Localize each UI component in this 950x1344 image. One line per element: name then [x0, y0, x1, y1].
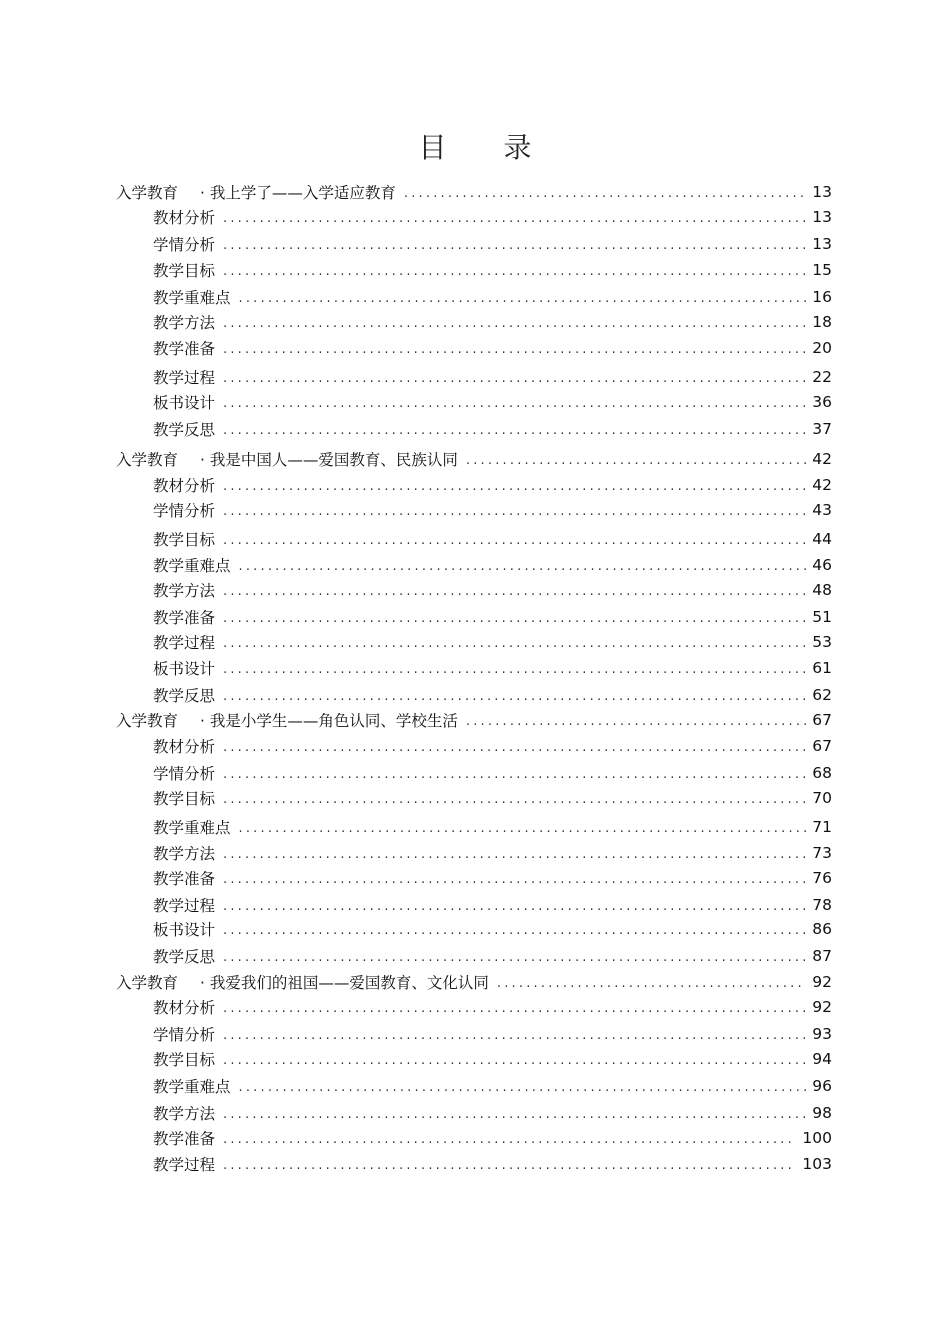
section-label: 板书设计 [153, 394, 216, 412]
section-label: 教学方法 [153, 1105, 216, 1123]
dot-leader [223, 636, 806, 651]
section-label: 教学过程 [153, 1156, 216, 1174]
toc-section-entry[interactable] [153, 1102, 832, 1124]
section-label: 教学重难点 [153, 289, 231, 307]
page-number: 62 [812, 686, 832, 704]
dot-leader [223, 423, 806, 438]
section-label: 教学方法 [153, 582, 216, 600]
chapter-title: · 我上学了——入学适应教育 [200, 184, 396, 202]
dot-leader [223, 533, 806, 548]
chapter-label [116, 971, 489, 993]
page-number: 92 [812, 998, 832, 1016]
page-number: 16 [812, 288, 832, 306]
toc-section-entry[interactable] [153, 762, 832, 784]
page-number: 87 [812, 947, 832, 965]
toc-section-entry[interactable] [153, 579, 832, 601]
section-label: 教材分析 [153, 738, 216, 756]
dot-leader [223, 264, 806, 279]
page-number: 20 [812, 339, 832, 357]
section-label: 教学反思 [153, 948, 216, 966]
toc-section-entry[interactable] [153, 233, 832, 255]
dot-leader [223, 872, 806, 887]
toc-section-entry[interactable] [153, 867, 832, 889]
dot-leader [223, 1107, 806, 1122]
toc-section-entry[interactable] [153, 418, 832, 440]
dot-leader [239, 1080, 807, 1095]
page-number: 96 [812, 1077, 832, 1095]
dot-leader [223, 740, 806, 755]
page-number: 67 [812, 737, 832, 755]
page-number: 37 [812, 420, 832, 438]
chapter-title: · 我是小学生——角色认同、学校生活 [200, 712, 458, 730]
dot-leader [223, 792, 806, 807]
section-label: 教学准备 [153, 1130, 216, 1148]
page-number: 73 [812, 844, 832, 862]
dot-leader [223, 611, 806, 626]
page-number: 46 [812, 556, 832, 574]
page-number: 78 [812, 896, 832, 914]
dot-leader [223, 923, 806, 938]
section-label: 教学反思 [153, 421, 216, 439]
toc-section-entry[interactable] [153, 996, 832, 1018]
page-number: 103 [802, 1155, 832, 1173]
page-title: 目 录 [418, 131, 556, 164]
page-number: 68 [812, 764, 832, 782]
page-number: 70 [812, 789, 832, 807]
section-label: 教材分析 [153, 477, 216, 495]
chapter-label [116, 448, 458, 470]
page-number: 42 [812, 450, 832, 468]
toc-section-entry[interactable] [153, 787, 832, 809]
toc-section-entry[interactable] [153, 894, 832, 916]
dot-leader [223, 899, 806, 914]
dot-leader [223, 1028, 806, 1043]
dot-leader [223, 479, 806, 494]
page-number: 13 [812, 183, 832, 201]
page-number: 93 [812, 1025, 832, 1043]
toc-section-entry[interactable] [153, 528, 832, 550]
dot-leader [239, 559, 807, 574]
toc-section-entry[interactable] [153, 206, 832, 228]
section-label: 学情分析 [153, 765, 216, 783]
chapter-label [116, 709, 458, 731]
toc-section-entry[interactable] [153, 366, 832, 388]
section-label: 教学重难点 [153, 1078, 231, 1096]
page-number: 98 [812, 1104, 832, 1122]
section-label: 教学过程 [153, 897, 216, 915]
dot-leader [223, 211, 806, 226]
dot-leader [497, 976, 806, 991]
toc-section-entry[interactable] [153, 1023, 832, 1045]
section-label: 教学准备 [153, 340, 216, 358]
toc-section-entry[interactable] [153, 735, 832, 757]
toc-chapter-entry[interactable] [116, 709, 832, 731]
toc-section-entry[interactable] [153, 1127, 832, 1149]
section-label: 板书设计 [153, 921, 216, 939]
section-label: 教学过程 [153, 369, 216, 387]
toc-section-entry[interactable] [153, 474, 832, 496]
dot-leader [223, 504, 806, 519]
toc-section-entry[interactable] [153, 842, 832, 864]
toc-section-entry[interactable] [153, 631, 832, 653]
page-number: 18 [812, 313, 832, 331]
chapter-prefix: 入学教育 [116, 451, 179, 469]
toc-section-entry[interactable] [153, 1075, 832, 1097]
toc-chapter-entry[interactable] [116, 971, 832, 993]
toc-section-entry[interactable] [153, 259, 832, 281]
dot-leader [223, 1001, 806, 1016]
dot-leader [239, 821, 807, 836]
section-label: 教学目标 [153, 262, 216, 280]
chapter-label [116, 181, 396, 203]
page-number: 13 [812, 235, 832, 253]
dot-leader [223, 847, 806, 862]
dot-leader [223, 371, 806, 386]
section-label: 教学目标 [153, 531, 216, 549]
dot-leader [223, 689, 806, 704]
page-number: 92 [812, 973, 832, 991]
dot-leader [223, 662, 806, 677]
toc-section-entry[interactable] [153, 391, 832, 413]
section-label: 教学目标 [153, 790, 216, 808]
dot-leader [466, 453, 806, 468]
toc-section-entry[interactable] [153, 816, 832, 838]
toc-section-entry[interactable] [153, 499, 832, 521]
page-number: 51 [812, 608, 832, 626]
page-number: 67 [812, 711, 832, 729]
page-number: 48 [812, 581, 832, 599]
section-label: 教学过程 [153, 634, 216, 652]
dot-leader [466, 714, 806, 729]
toc-section-entry[interactable] [153, 918, 832, 940]
chapter-prefix: 入学教育 [116, 184, 179, 202]
chapter-prefix: 入学教育 [116, 974, 179, 992]
toc-section-entry[interactable] [153, 684, 832, 706]
section-label: 板书设计 [153, 660, 216, 678]
page-number: 13 [812, 208, 832, 226]
dot-leader [223, 238, 806, 253]
section-label: 教学方法 [153, 845, 216, 863]
section-label: 教学准备 [153, 870, 216, 888]
dot-leader [223, 1053, 806, 1068]
page-number: 61 [812, 659, 832, 677]
dot-leader [223, 767, 806, 782]
toc-section-entry[interactable] [153, 657, 832, 679]
page-number: 76 [812, 869, 832, 887]
toc-section-entry[interactable] [153, 337, 832, 359]
dot-leader [223, 396, 806, 411]
page-number: 43 [812, 501, 832, 519]
dot-leader [223, 1158, 796, 1173]
section-label: 学情分析 [153, 1026, 216, 1044]
section-label: 教学方法 [153, 314, 216, 332]
toc-chapter-entry[interactable] [116, 448, 832, 470]
dot-leader [223, 342, 806, 357]
chapter-title: · 我爱我们的祖国——爱国教育、文化认同 [200, 974, 489, 992]
section-label: 教学目标 [153, 1051, 216, 1069]
section-label: 教学反思 [153, 687, 216, 705]
section-label: 学情分析 [153, 236, 216, 254]
toc-section-entry[interactable] [153, 606, 832, 628]
page-number: 22 [812, 368, 832, 386]
section-label: 教材分析 [153, 209, 216, 227]
page-number: 94 [812, 1050, 832, 1068]
page-number: 86 [812, 920, 832, 938]
page-number: 53 [812, 633, 832, 651]
page-number: 36 [812, 393, 832, 411]
dot-leader [223, 584, 806, 599]
toc-section-entry[interactable] [153, 1048, 832, 1070]
dot-leader [223, 1132, 796, 1147]
page-number: 42 [812, 476, 832, 494]
toc-section-entry[interactable] [153, 945, 832, 967]
toc-section-entry[interactable] [153, 286, 832, 308]
section-label: 教学重难点 [153, 557, 231, 575]
chapter-prefix: 入学教育 [116, 712, 179, 730]
page-number: 71 [812, 818, 832, 836]
dot-leader [223, 316, 806, 331]
chapter-title: · 我是中国人——爱国教育、民族认同 [200, 451, 458, 469]
section-label: 教学重难点 [153, 819, 231, 837]
section-label: 学情分析 [153, 502, 216, 520]
dot-leader [404, 186, 806, 201]
page-number: 44 [812, 530, 832, 548]
toc-section-entry[interactable] [153, 1153, 832, 1175]
dot-leader [239, 291, 807, 306]
toc-chapter-entry[interactable] [116, 181, 832, 203]
page-number: 15 [812, 261, 832, 279]
section-label: 教材分析 [153, 999, 216, 1017]
section-label: 教学准备 [153, 609, 216, 627]
page-number: 100 [802, 1129, 832, 1147]
toc-section-entry[interactable] [153, 554, 832, 576]
dot-leader [223, 950, 806, 965]
toc-section-entry[interactable] [153, 311, 832, 333]
